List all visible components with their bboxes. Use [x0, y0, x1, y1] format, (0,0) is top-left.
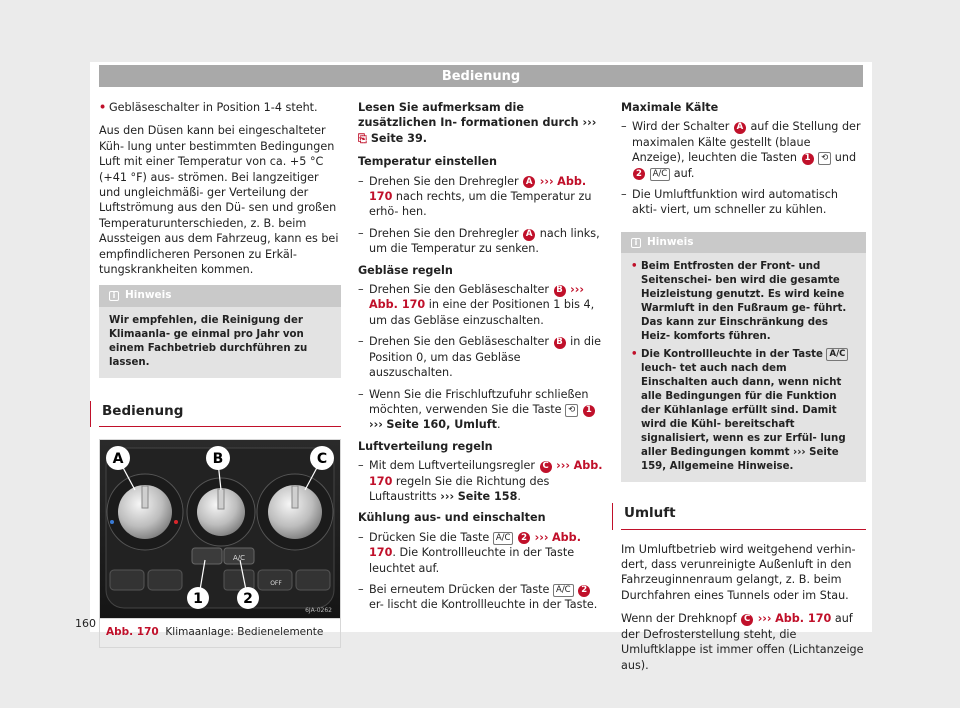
info-icon: i	[631, 238, 641, 248]
heading-fan: Gebläse regeln	[358, 263, 453, 277]
heading-temperature: Temperatur einstellen	[358, 155, 497, 169]
note-header: i Hinweis	[621, 232, 866, 253]
step: – Drehen Sie den Gebläseschalter B in die Position 0, um das Gebläse auszuschalten.	[358, 335, 601, 380]
air-distribution-knob	[257, 474, 333, 550]
paragraph: Wenn der Drehknopf C ››› Abb. 170 auf der Defrosterstellung steht, die Umluftklappe ist immer offen (Lichtanzeige aus).	[621, 612, 864, 672]
step: – Wenn Sie die Frischluftzufuhr schließen möchten, verwenden Sie die Taste ⟲ 1 ››› Seite 160, Umluft.	[358, 387, 603, 433]
note-box	[621, 232, 866, 482]
column-2	[358, 100, 603, 619]
label-C: C	[316, 451, 328, 468]
page-number: 160	[75, 617, 96, 630]
column-1	[99, 100, 341, 648]
heading-air: Luftverteilung regeln	[358, 439, 493, 453]
section-title: Umluft	[621, 506, 866, 529]
recirculation-key-icon: ⟲	[565, 404, 578, 417]
label-A: A	[112, 451, 124, 468]
label-B: B	[212, 451, 224, 468]
note-header: i Hinweis	[99, 285, 341, 306]
info-icon: i	[109, 291, 119, 301]
note-text: • Beim Entfrosten der Front- und Seitenschei- ben wird die gesamte Heizleistung genutzt. Es wird keine Warmluft in den Fußraum ge- führt. Das kann zur Einschränkung des Heiz- komforts führen. • Die Kontrollleuchte in der Taste A/C leuch- tet auch nach dem Einschalten auch dann, wenn nicht alle Bedingungen für die Funktion der Kühlanlage erfüllt sind. Damit wird die Kühl- bereitschaft signalisiert, wenn es zur Erfül- lung aller Bedingungen kommt ››› Seite 159, Allgemeine Hinweise.	[621, 253, 866, 482]
column-3	[621, 100, 866, 681]
figure-code: 6JA-0262	[305, 607, 332, 615]
heading-max-cold: Maximale Kälte	[621, 101, 719, 114]
figure-caption: Abb. 170 Klimaanlage: Bedienelemente	[100, 618, 340, 646]
book-icon: ⎘	[358, 131, 367, 145]
bullet-item: • Gebläseschalter in Position 1-4 steht.	[99, 101, 318, 114]
step: – Wird der Schalter A auf die Stellung der maximalen Kälte gestellt (blaue Anzeige), leuchten die Tasten 1 ⟲ und 2 A/C auf.	[621, 120, 861, 180]
paragraph: Im Umluftbetrieb wird weitgehend verhin- dert, dass verunreinigte Außenluft in den Fahrzeuginnenraum gelangt, z. B. beim Durchfahren eines Tunnels oder im Stau.	[621, 542, 856, 602]
climate-panel-illustration	[100, 440, 340, 618]
section-title: Bedienung	[99, 404, 341, 427]
label-1: 1	[193, 591, 203, 608]
step: – Die Umluftfunktion wird automatisch akti- viert, um schneller zu kühlen.	[621, 188, 838, 217]
manual-page	[75, 62, 872, 672]
step: – Drücken Sie die Taste A/C 2 ››› Abb. 170. Die Kontrollleuchte in der Taste leuchtet auf.	[358, 530, 581, 575]
recirculation-key-icon: ⟲	[818, 152, 831, 165]
off-label: OFF	[270, 580, 282, 588]
paragraph: Aus den Düsen kann bei eingeschalteter Küh- lung unter bestimmten Bedingungen Luft mit einer Temperatur von ca. +5 °C (+41 °F) aus- strömen. Bei langzeitiger und ungleichmäßi- ger Verteilung der Luftströmung aus den Dü- sen und großen Temperaturunterschieden, z. B. beim Aussteigen aus dem Fahrzeug, kann es bei empfindlicheren Personen zu Erkäl- tungskrankheiten kommen.	[99, 124, 339, 277]
note-text: Wir empfehlen, die Reinigung der Klimaanla- ge einmal pro Jahr von einem Fachbetrieb durchführen zu lassen.	[109, 314, 308, 368]
step: – Drehen Sie den Drehregler A ››› Abb. 170 nach rechts, um die Temperatur zu erhö- hen.	[358, 174, 592, 219]
figure-170	[99, 439, 341, 647]
step: – Drehen Sie den Drehregler A nach links, um die Temperatur zu senken.	[358, 226, 600, 256]
ac-button-label: A/C	[232, 554, 246, 563]
step: – Mit dem Luftverteilungsregler C ››› Abb. 170 regeln Sie die Richtung des Luftaustritts ››› Seite 158.	[358, 459, 603, 503]
temperature-knob	[107, 474, 183, 550]
step: – Bei erneutem Drücken der Taste A/C 2 er- lischt die Kontrollleuchte in der Taste.	[358, 582, 598, 612]
heading-cooling: Kühlung aus- und einschalten	[358, 511, 546, 525]
page-header: Bedienung	[99, 65, 863, 87]
bullet-icon: •	[99, 101, 107, 114]
recirculation-button	[192, 548, 222, 564]
label-2: 2	[243, 591, 253, 608]
note-box	[99, 285, 341, 377]
step: – Drehen Sie den Gebläseschalter B ››› Abb. 170 in eine der Positionen 1 bis 4, um das Gebläse einzuschalten.	[358, 283, 595, 327]
intro-text: Lesen Sie aufmerksam die zusätzlichen In- formationen durch ››› ⎘ Seite 39.	[358, 101, 597, 145]
